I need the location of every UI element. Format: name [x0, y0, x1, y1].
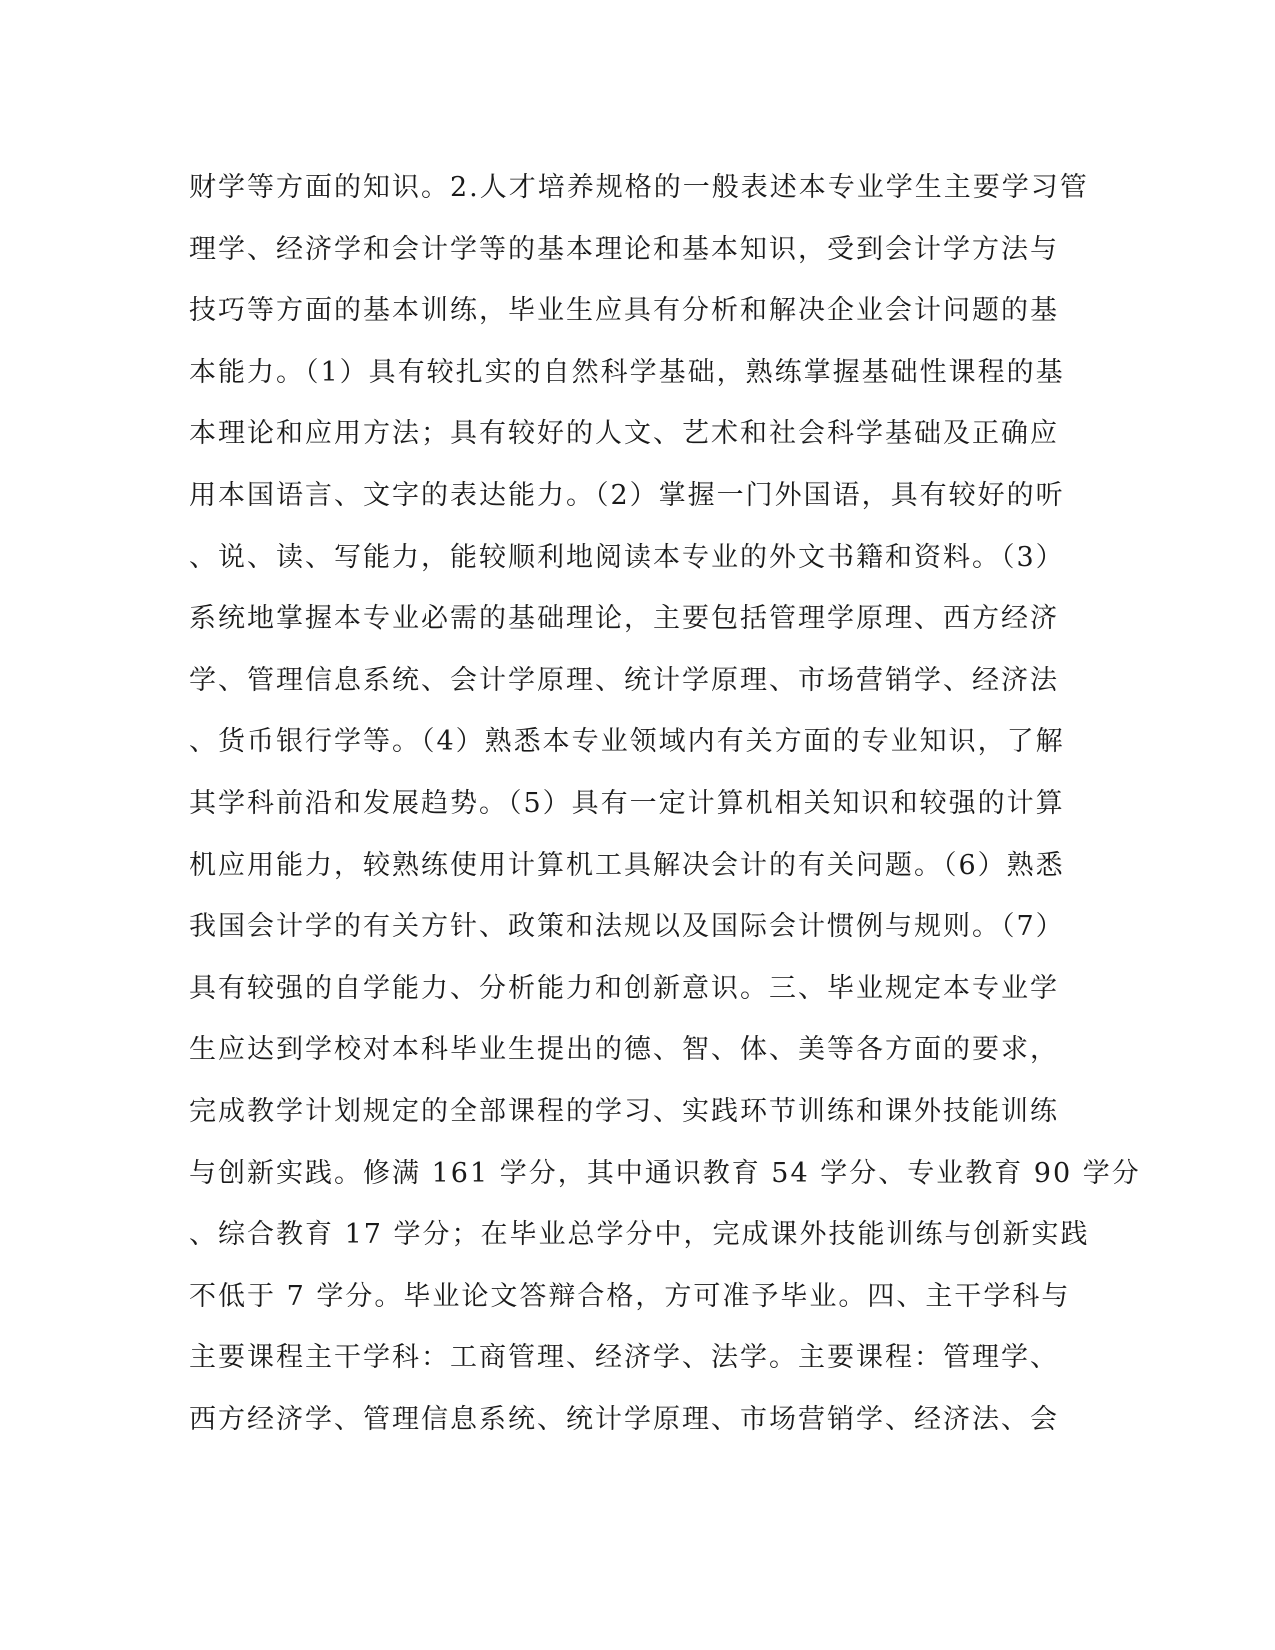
text-line: 、说、读、写能力，能较顺利地阅读本专业的外文书籍和资料。（3） [189, 541, 1065, 573]
text-line: 我国会计学的有关方针、政策和法规以及国际会计惯例与规则。（7） [189, 911, 1065, 943]
text-line: 系统地掌握本专业必需的基础理论，主要包括管理学原理、西方经济 [189, 603, 1059, 635]
text-line: 主要课程主干学科：工商管理、经济学、法学。主要课程：管理学、 [189, 1342, 1059, 1374]
text-line: 学、管理信息系统、会计学原理、统计学原理、市场营销学、经济法 [189, 664, 1059, 696]
text-line: 机应用能力，较熟练使用计算机工具解决会计的有关问题。（6）熟悉 [189, 849, 1065, 881]
text-line: 本理论和应用方法；具有较好的人文、艺术和社会科学基础及正确应 [189, 418, 1059, 450]
text-line: 技巧等方面的基本训练，毕业生应具有分析和解决企业会计问题的基 [189, 295, 1059, 327]
text-line: 西方经济学、管理信息系统、统计学原理、市场营销学、经济法、会 [189, 1403, 1059, 1435]
text-line: 、综合教育 17 学分；在毕业总学分中，完成课外技能训练与创新实践 [189, 1219, 1090, 1251]
text-line: 与创新实践。修满 161 学分，其中通识教育 54 学分、专业教育 90 学分 [189, 1157, 1141, 1189]
text-line: 生应达到学校对本科毕业生提出的德、智、体、美等各方面的要求， [189, 1034, 1059, 1066]
text-line: 用本国语言、文字的表达能力。（2）掌握一门外国语，具有较好的听 [189, 479, 1065, 511]
body-text [189, 157, 1141, 1450]
text-line: 、货币银行学等。（4）熟悉本专业领域内有关方面的专业知识，了解 [189, 726, 1065, 758]
text-line: 财学等方面的知识。2.人才培养规格的一般表述本专业学生主要学习管 [189, 172, 1089, 203]
text-line: 本能力。（1）具有较扎实的自然科学基础，熟练掌握基础性课程的基 [189, 356, 1065, 388]
text-line: 理学、经济学和会计学等的基本理论和基本知识，受到会计学方法与 [189, 233, 1059, 265]
text-line: 其学科前沿和发展趋势。（5）具有一定计算机相关知识和较强的计算 [189, 787, 1065, 819]
text-line: 具有较强的自学能力、分析能力和创新意识。三、毕业规定本专业学 [189, 972, 1059, 1004]
text-line: 完成教学计划规定的全部课程的学习、实践环节训练和课外技能训练 [189, 1095, 1059, 1127]
text-line: 不低于 7 学分。毕业论文答辩合格，方可准予毕业。四、主干学科与 [189, 1280, 1071, 1312]
